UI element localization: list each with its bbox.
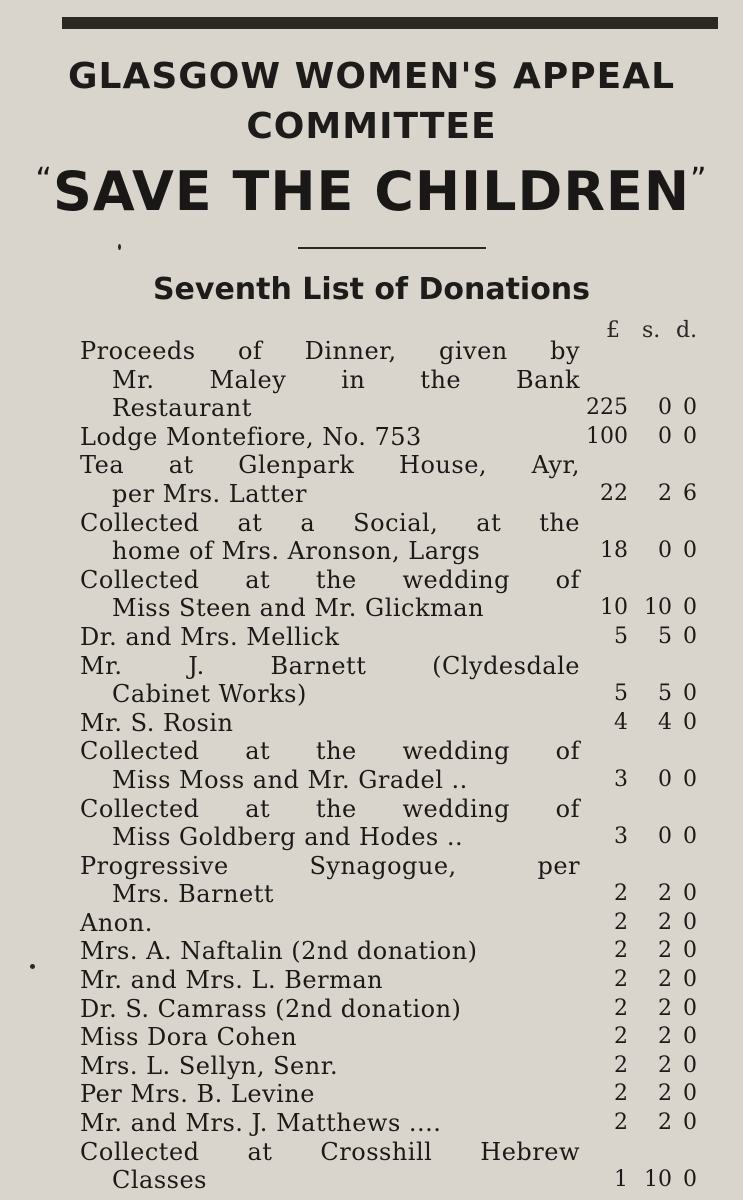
donation-line bbox=[80, 423, 720, 452]
donation-line bbox=[80, 623, 720, 652]
donation-entry bbox=[80, 1138, 720, 1195]
pounds-amount: 2 bbox=[614, 1110, 628, 1136]
donation-line bbox=[80, 852, 720, 881]
donation-entry bbox=[80, 1052, 720, 1081]
print-speck bbox=[30, 964, 35, 969]
donation-line bbox=[80, 766, 720, 795]
donor-text: Dr. S. Camrass (2nd donation) bbox=[80, 994, 462, 1023]
pounds-amount: 2 bbox=[614, 1052, 628, 1078]
pounds-amount: 2 bbox=[614, 1024, 628, 1050]
donation-line bbox=[80, 451, 720, 480]
donor-text: Classes bbox=[112, 1166, 207, 1195]
donation-line bbox=[80, 909, 720, 938]
donor-text: Progressive Synagogue, per bbox=[80, 851, 580, 880]
shillings-amount: 10 bbox=[644, 1167, 672, 1193]
shillings-amount: 5 bbox=[658, 623, 672, 649]
donor-text: Miss Steen and Mr. Glickman bbox=[112, 594, 485, 623]
pence-amount: 0 bbox=[683, 709, 697, 735]
donation-entry bbox=[80, 852, 720, 909]
donor-text: per Mrs. Latter bbox=[112, 479, 307, 508]
donation-line bbox=[80, 680, 720, 709]
donation-entry bbox=[80, 1109, 720, 1138]
pence-amount: 0 bbox=[683, 881, 697, 907]
donation-line bbox=[80, 394, 720, 423]
shillings-amount: 2 bbox=[658, 1081, 672, 1107]
shillings-amount: 0 bbox=[658, 766, 672, 792]
main-title bbox=[0, 160, 743, 223]
donation-entry bbox=[80, 995, 720, 1024]
pounds-amount: 18 bbox=[600, 538, 628, 564]
donor-text: Mrs. L. Sellyn, Senr. bbox=[80, 1051, 339, 1080]
shillings-amount: 2 bbox=[658, 1110, 672, 1136]
donation-entry bbox=[80, 623, 720, 652]
shillings-amount: 5 bbox=[658, 681, 672, 707]
donation-entry bbox=[80, 1023, 720, 1052]
pounds-amount: 225 bbox=[586, 395, 628, 421]
donation-entry bbox=[80, 709, 720, 738]
shillings-amount: 4 bbox=[658, 709, 672, 735]
pence-amount: 0 bbox=[683, 395, 697, 421]
list-subtitle: Seventh List of Donations bbox=[152, 272, 591, 307]
shillings-amount: 2 bbox=[658, 995, 672, 1021]
pounds-amount: 3 bbox=[614, 824, 628, 850]
donation-line bbox=[80, 795, 720, 824]
donation-line bbox=[80, 1166, 720, 1195]
open-quote: “ bbox=[35, 160, 53, 198]
donation-line bbox=[80, 880, 720, 909]
pence-amount: 0 bbox=[683, 623, 697, 649]
pence-amount: 0 bbox=[683, 1110, 697, 1136]
donor-text: Mr. and Mrs. L. Berman bbox=[80, 966, 384, 995]
pence-amount: 0 bbox=[683, 766, 697, 792]
pounds-amount: 2 bbox=[614, 967, 628, 993]
pounds-amount: 2 bbox=[614, 1081, 628, 1107]
pounds-amount: 2 bbox=[614, 995, 628, 1021]
donor-text: Mr. J. Barnett (Clydesdale bbox=[80, 651, 580, 680]
donor-text: Mrs. Barnett bbox=[112, 880, 274, 909]
main-title-text: SAVE THE CHILDREN bbox=[52, 160, 691, 223]
donation-entry bbox=[80, 795, 720, 852]
heading-line-1: GLASGOW WOMEN'S APPEAL bbox=[67, 56, 676, 97]
donor-text: Collected at the wedding of bbox=[80, 737, 580, 766]
donor-text: Miss Moss and Mr. Gradel .. bbox=[112, 765, 468, 794]
pounds-amount: 5 bbox=[614, 681, 628, 707]
donation-entry bbox=[80, 1080, 720, 1109]
donation-line bbox=[80, 652, 720, 681]
donor-text: Mr. Maley in the Bank bbox=[112, 365, 580, 394]
donation-line bbox=[80, 937, 720, 966]
donation-line bbox=[80, 480, 720, 509]
shillings-amount: 0 bbox=[658, 423, 672, 449]
donation-entry bbox=[80, 566, 720, 623]
pence-amount: 0 bbox=[683, 967, 697, 993]
donor-text: Miss Goldberg and Hodes .. bbox=[112, 823, 464, 852]
donor-text: Mrs. A. Naftalin (2nd donation) bbox=[80, 937, 478, 966]
pence-amount: 0 bbox=[683, 595, 697, 621]
pence-unit: d. bbox=[676, 318, 698, 343]
heading-line-2: COMMITTEE bbox=[246, 106, 497, 147]
print-speck bbox=[118, 244, 121, 250]
donation-entry bbox=[80, 509, 720, 566]
donation-list bbox=[80, 337, 720, 1195]
donor-text: Collected at a Social, at the bbox=[80, 508, 580, 537]
shillings-amount: 0 bbox=[658, 395, 672, 421]
donation-line bbox=[80, 709, 720, 738]
pence-amount: 0 bbox=[683, 423, 697, 449]
donation-line bbox=[80, 1109, 720, 1138]
donation-line bbox=[80, 823, 720, 852]
donor-text: Cabinet Works) bbox=[112, 680, 307, 709]
pence-amount: 0 bbox=[683, 909, 697, 935]
donation-line bbox=[80, 366, 720, 395]
pounds-unit: £ bbox=[606, 318, 620, 343]
donation-line bbox=[80, 566, 720, 595]
close-quote: ” bbox=[690, 160, 708, 198]
donation-entry bbox=[80, 737, 720, 794]
donor-text: Anon. bbox=[80, 908, 153, 937]
pounds-amount: 2 bbox=[614, 881, 628, 907]
shillings-unit: s. bbox=[642, 318, 661, 343]
pence-amount: 0 bbox=[683, 995, 697, 1021]
pence-amount: 0 bbox=[683, 681, 697, 707]
shillings-amount: 2 bbox=[658, 909, 672, 935]
shillings-amount: 2 bbox=[658, 1024, 672, 1050]
donation-line bbox=[80, 337, 720, 366]
donation-line bbox=[80, 966, 720, 995]
donation-line bbox=[80, 1023, 720, 1052]
donor-text: Restaurant bbox=[112, 394, 252, 423]
pounds-amount: 100 bbox=[586, 423, 628, 449]
donation-entry bbox=[80, 966, 720, 995]
donor-text: Tea at Glenpark House, Ayr, bbox=[80, 451, 580, 480]
shillings-amount: 2 bbox=[658, 938, 672, 964]
pence-amount: 0 bbox=[683, 1024, 697, 1050]
donor-text: Per Mrs. B. Levine bbox=[80, 1080, 315, 1109]
donor-text: Mr. and Mrs. J. Matthews .... bbox=[80, 1109, 442, 1138]
pence-amount: 0 bbox=[683, 1167, 697, 1193]
donor-text: Dr. and Mrs. Mellick bbox=[80, 622, 340, 651]
pence-amount: 0 bbox=[683, 1052, 697, 1078]
donation-line bbox=[80, 594, 720, 623]
shillings-amount: 10 bbox=[644, 595, 672, 621]
shillings-amount: 0 bbox=[658, 824, 672, 850]
shillings-amount: 2 bbox=[658, 1052, 672, 1078]
top-rule bbox=[62, 17, 718, 29]
donor-text: Miss Dora Cohen bbox=[80, 1023, 298, 1052]
pence-amount: 0 bbox=[683, 1081, 697, 1107]
donor-text: Lodge Montefiore, No. 753 bbox=[80, 422, 422, 451]
shillings-amount: 2 bbox=[658, 881, 672, 907]
pounds-amount: 1 bbox=[614, 1167, 628, 1193]
pounds-amount: 3 bbox=[614, 766, 628, 792]
donor-text: Mr. S. Rosin bbox=[80, 708, 234, 737]
donation-entry bbox=[80, 937, 720, 966]
donor-text: Proceeds of Dinner, given by bbox=[80, 337, 580, 365]
pence-amount: 0 bbox=[683, 938, 697, 964]
pounds-amount: 10 bbox=[600, 595, 628, 621]
donation-line bbox=[80, 509, 720, 538]
donor-text: home of Mrs. Aronson, Largs bbox=[112, 537, 481, 566]
donation-entry bbox=[80, 652, 720, 709]
donation-line bbox=[80, 737, 720, 766]
pence-amount: 6 bbox=[683, 480, 697, 506]
donation-entry bbox=[80, 423, 720, 452]
pounds-amount: 4 bbox=[614, 709, 628, 735]
pounds-amount: 2 bbox=[614, 909, 628, 935]
pence-amount: 0 bbox=[683, 824, 697, 850]
donation-entry bbox=[80, 451, 720, 508]
pounds-amount: 2 bbox=[614, 938, 628, 964]
divider-rule bbox=[298, 247, 486, 249]
pence-amount: 0 bbox=[683, 538, 697, 564]
pounds-amount: 22 bbox=[600, 480, 628, 506]
shillings-amount: 0 bbox=[658, 538, 672, 564]
donation-entry bbox=[80, 909, 720, 938]
pounds-amount: 5 bbox=[614, 623, 628, 649]
donation-line bbox=[80, 1052, 720, 1081]
donor-text: Collected at the wedding of bbox=[80, 794, 580, 823]
donation-line bbox=[80, 1138, 720, 1167]
shillings-amount: 2 bbox=[658, 967, 672, 993]
donor-text: Collected at Crosshill Hebrew bbox=[80, 1137, 580, 1166]
donation-line bbox=[80, 1080, 720, 1109]
donation-line bbox=[80, 537, 720, 566]
donation-entry bbox=[80, 337, 720, 423]
donation-line bbox=[80, 995, 720, 1024]
shillings-amount: 2 bbox=[658, 480, 672, 506]
donor-text: Collected at the wedding of bbox=[80, 565, 580, 594]
